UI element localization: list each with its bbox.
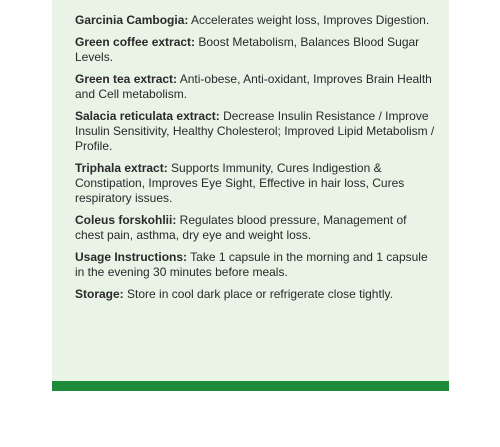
entry-usage-instructions	[75, 250, 435, 280]
entry-description: Decrease Insulin Resistance / Improve Insulin Sensitivity, Healthy Cholesterol; Improved Lipid Metabolism / Profile.	[75, 109, 435, 153]
entry-name: Coleus forskohlii:	[75, 213, 177, 227]
ingredients-list	[75, 13, 435, 309]
entry-name: Green tea extract:	[75, 72, 178, 86]
entry-green-tea-extract	[75, 72, 435, 102]
entry-description: Store in cool dark place or refrigerate close tightly.	[123, 287, 393, 301]
entry-green-coffee-extract	[75, 35, 435, 65]
entry-description: Boost Metabolism, Balances Blood Sugar Levels.	[75, 35, 420, 64]
entry-description: Regulates blood pressure, Management of chest pain, asthma, dry eye and weight loss.	[75, 213, 407, 242]
entry-name: Triphala extract:	[75, 161, 168, 175]
entry-description: Take 1 capsule in the morning and 1 capsule in the evening 30 minutes before meals.	[75, 250, 428, 279]
entry-name: Storage:	[75, 287, 124, 301]
entry-description: Anti-obese, Anti-oxidant, Improves Brain Health and Cell metabolism.	[75, 72, 432, 101]
entry-description: Supports Immunity, Cures Indigestion & Constipation, Improves Eye Sight, Effective in hair loss, Cures respiratory issues.	[75, 161, 405, 205]
entry-triphala-extract	[75, 161, 435, 206]
entry-name: Garcinia Cambogia:	[75, 13, 189, 27]
entry-description: Accelerates weight loss, Improves Digestion.	[188, 13, 430, 27]
green-stripe	[52, 381, 449, 391]
entry-name: Green coffee extract:	[75, 35, 196, 49]
entry-storage	[75, 287, 435, 302]
entry-garcinia-cambogia	[75, 13, 435, 28]
entry-salacia-reticulata-extract	[75, 109, 435, 154]
entry-name: Salacia reticulata extract:	[75, 109, 220, 123]
entry-name: Usage Instructions:	[75, 250, 188, 264]
entry-coleus-forskohlii	[75, 213, 435, 243]
